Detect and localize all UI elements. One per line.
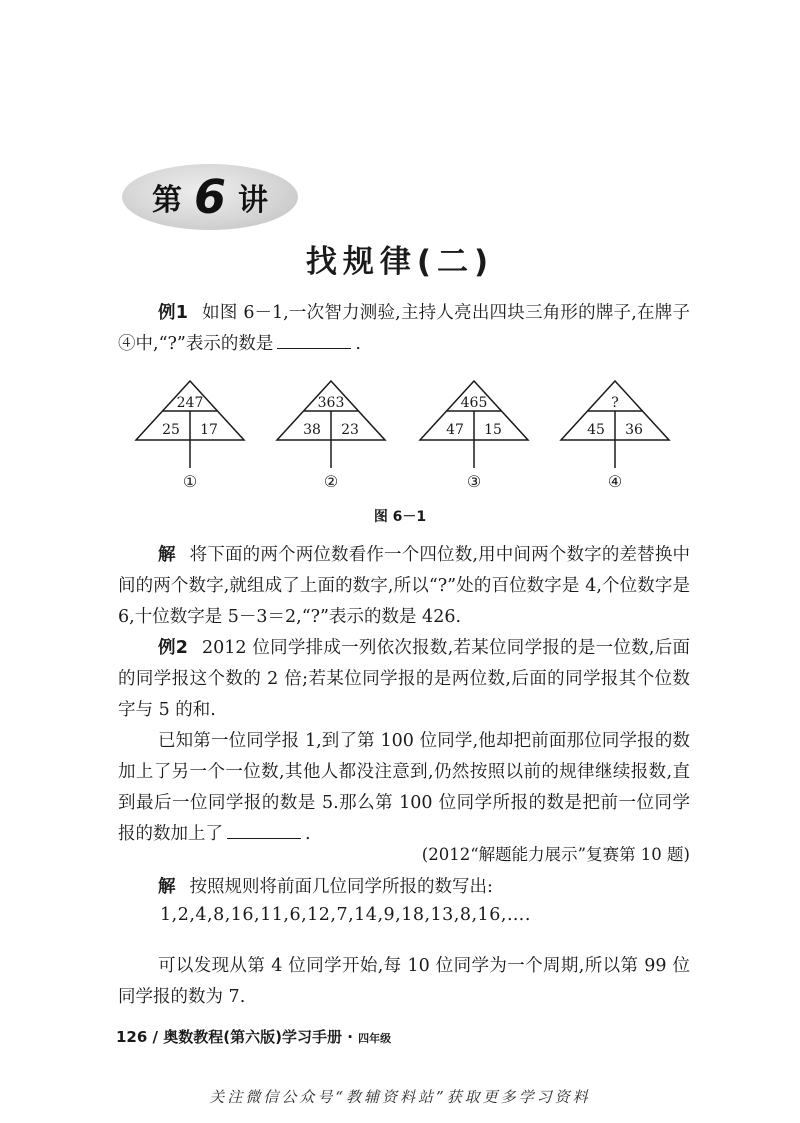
triangle-right-value: 17 — [200, 422, 218, 438]
example-2-continued — [118, 726, 690, 850]
triangle-left-value: 47 — [446, 422, 464, 438]
triangle-placard — [136, 381, 244, 491]
triangle-top-value: 363 — [317, 395, 345, 411]
triangle-right-value: 23 — [341, 422, 359, 438]
figure-caption: 图 6－1 — [373, 509, 427, 525]
example-1-end: . — [355, 334, 361, 354]
lecture-number: 6 — [193, 170, 226, 224]
example-2 — [118, 633, 690, 726]
answer-blank-2 — [227, 820, 301, 839]
example-2-label: 例2 — [158, 638, 188, 658]
page-footer — [116, 1026, 716, 1047]
solution-2 — [118, 872, 690, 903]
problem-source: (2012“解题能力展示”复赛第 10 题) — [421, 845, 690, 864]
page-number: 126 — [116, 1028, 148, 1046]
solution-1-label: 解 — [158, 545, 176, 565]
grade-level: 四年级 — [358, 1032, 392, 1045]
solution-1-text: 将下面的两个两位数看作一个四位数,用中间两个数字的差替换中间的两个数字,就组成了上面的数字,所以“?”处的百位数字是 4,个位数字是 6,十位数字是 5－3＝2,“?”表示的数是 426. — [118, 545, 690, 627]
triangle-label: ④ — [607, 472, 623, 491]
example-1-label: 例1 — [158, 303, 188, 323]
lecture-badge — [122, 164, 298, 230]
triangle-label: ① — [182, 472, 198, 491]
lecture-prefix: 第 — [151, 183, 182, 218]
solution-2-conclusion: 可以发现从第 4 位同学开始,每 10 位同学为一个周期,所以第 99 位同学报的数为 7. — [118, 956, 690, 1007]
triangle-placard — [277, 381, 385, 491]
example-2-end: . — [305, 824, 311, 844]
book-title: 奥数教程(第六版)学习手册 — [163, 1028, 342, 1046]
solution-1 — [118, 540, 690, 633]
solution-2-label: 解 — [158, 877, 176, 897]
triangle-top-value: ? — [611, 395, 619, 411]
badge-label — [122, 164, 298, 230]
solution-2-text: 按照规则将前面几位同学所报的数写出: — [189, 877, 493, 897]
example-2-text: 2012 位同学排成一列依次报数,若某位同学报的是一位数,后面的同学报这个数的 2 倍;若某位同学报的是两位数,后面的同学报其个位数字与 5 的和. — [118, 638, 690, 720]
example-1-text: 如图 6－1,一次智力测验,主持人亮出四块三角形的牌子,在牌子④中,“?”表示的数是 — [118, 303, 690, 354]
triangle-left-value: 45 — [587, 422, 605, 438]
figure-6-1 — [118, 380, 690, 492]
triangle-label: ③ — [466, 472, 482, 491]
answer-blank-1 — [277, 330, 351, 349]
triangle-left-value: 38 — [303, 422, 321, 438]
example-1 — [118, 298, 690, 360]
lecture-suffix: 讲 — [238, 183, 268, 218]
footer-dot: · — [347, 1028, 353, 1046]
triangle-left-value: 25 — [162, 422, 180, 438]
page-title: 找规律(二) — [305, 244, 495, 280]
example-2-text-2: 已知第一位同学报 1,到了第 100 位同学,他却把前面那位同学报的数加上了另一个一位数,其他人都没注意到,仍然按照以前的规律继续报数,直到最后一位同学报的数是 5.那么第 100 位同学所报的数是把前一位同学报的数加上了 — [118, 731, 690, 844]
triangle-top-value: 465 — [460, 395, 488, 411]
triangle-right-value: 36 — [625, 422, 643, 438]
footer-separator: / — [152, 1028, 159, 1046]
triangle-right-value: 15 — [484, 422, 502, 438]
triangle-label: ② — [323, 472, 339, 491]
triangle-placard — [561, 381, 669, 491]
number-sequence: 1,2,4,8,16,11,6,12,7,14,9,18,13,8,16,…. — [160, 905, 531, 925]
triangle-top-value: 247 — [176, 395, 204, 411]
triangle-placard — [420, 381, 528, 491]
watermark: 关注微信公众号“教辅资料站”获取更多学习资料 — [209, 1088, 591, 1106]
